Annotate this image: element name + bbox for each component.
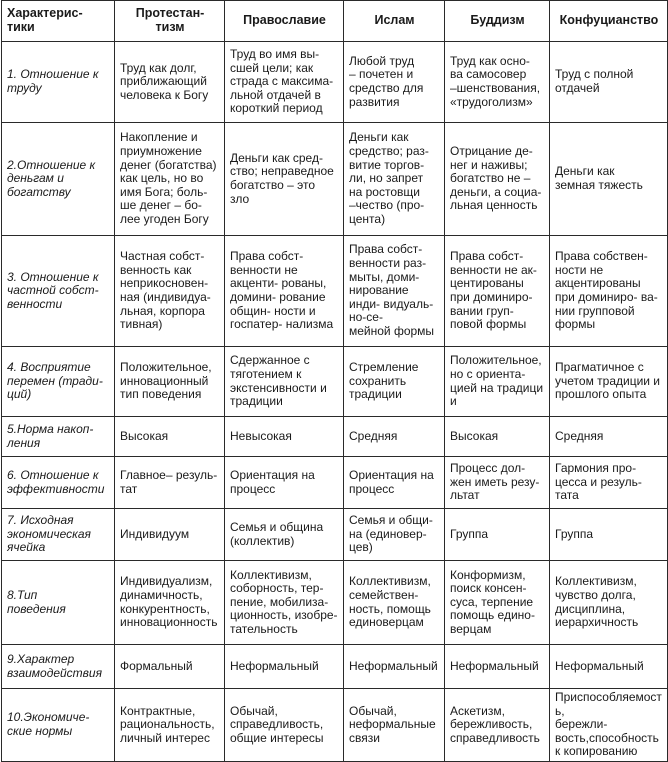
cell-islam: Ориентация на процесс — [344, 457, 445, 509]
cell-buddhism: Отрицание де- нег и наживы; богатство не – деньги, а социа- льная ценность — [445, 123, 550, 236]
cell-orthodoxy: Права собст- венности не акценти- рованы, домини- рование общин- ности и госпатер- нализма — [225, 236, 344, 347]
header-orthodoxy: Православие — [225, 1, 344, 42]
cell-protestantism: Положительное, инновационный тип поведения — [115, 347, 225, 417]
row-characteristic: 2.Отношение к деньгам и богатству — [2, 123, 115, 236]
cell-confucianism: Труд с полной отдачей — [550, 42, 668, 123]
cell-buddhism: Группа — [445, 509, 550, 561]
header-buddhism: Буддизм — [445, 1, 550, 42]
cell-protestantism: Главное– резуль- тат — [115, 457, 225, 509]
cell-islam: Неформальный — [344, 645, 445, 689]
row-characteristic: 9.Характер взаимодействия — [2, 645, 115, 689]
cell-orthodoxy: Семья и община (коллектив) — [225, 509, 344, 561]
cell-orthodoxy: Обычай, справедливость, общие интересы — [225, 689, 344, 762]
cell-orthodoxy: Труд во имя вы- сшей цели; как страда с максима- льной отдачей в короткий период — [225, 42, 344, 123]
row-characteristic: 3. Отношение к частной собст- венности — [2, 236, 115, 347]
cell-orthodoxy: Неформальный — [225, 645, 344, 689]
cell-islam: Права собст- венности раз- мыты, доми- нирование инди- видуаль- но-се- мейной формы — [344, 236, 445, 347]
cell-orthodoxy: Деньги как сред- ство; неправедное богатство – это зло — [225, 123, 344, 236]
header-protestantism: Протестан- тизм — [115, 1, 225, 42]
cell-islam: Средняя — [344, 417, 445, 457]
cell-confucianism: Группа — [550, 509, 668, 561]
cell-protestantism: Индивидуализм, динамичность, конкурентность, инновационность — [115, 561, 225, 645]
table-row — [2, 457, 668, 509]
table-row — [2, 645, 668, 689]
cell-buddhism: Высокая — [445, 417, 550, 457]
cell-buddhism: Процесс дол- жен иметь резу- льтат — [445, 457, 550, 509]
row-characteristic: 1. Отношение к труду — [2, 42, 115, 123]
header-row — [2, 1, 668, 42]
religion-economics-table — [1, 0, 668, 762]
row-characteristic: 4. Восприятие перемен (тради- ций) — [2, 347, 115, 417]
cell-protestantism: Частная собст- венность как неприкосновен- ная (индивидуа- льная, корпора тивная) — [115, 236, 225, 347]
cell-orthodoxy: Коллективизм, соборность, тер- пение, мобилиза- ционность, изобре- тательность — [225, 561, 344, 645]
row-characteristic: 8.Тип поведения — [2, 561, 115, 645]
cell-protestantism: Индивидуум — [115, 509, 225, 561]
cell-confucianism: Неформальный — [550, 645, 668, 689]
cell-protestantism: Накопление и приумножение денег (богатства) как цель, но во имя Бога; боль- ше денег – бо- лее угоден Богу — [115, 123, 225, 236]
cell-orthodoxy: Невысокая — [225, 417, 344, 457]
cell-buddhism: Конформизм, поиск консен- суса, терпение помощь едино- верцам — [445, 561, 550, 645]
header-confucianism: Конфуцианство — [550, 1, 668, 42]
table-row — [2, 123, 668, 236]
table-row — [2, 509, 668, 561]
table-row — [2, 236, 668, 347]
cell-confucianism: Приспособляемость, бережли- вость,способность к копированию — [550, 689, 668, 762]
cell-orthodoxy: Сдержанное с тяготением к экстенсивности и традиции — [225, 347, 344, 417]
cell-protestantism: Формальный — [115, 645, 225, 689]
table-row — [2, 417, 668, 457]
cell-islam: Любой труд – почетен и средство для развития — [344, 42, 445, 123]
table-row — [2, 561, 668, 645]
header-characteristics: Характерис- тики — [2, 1, 115, 42]
cell-confucianism: Права собствен- ности не акцентированы при доминиро- ва- нии групповой формы — [550, 236, 668, 347]
cell-confucianism: Прагматичное с учетом традиции и прошлого опыта — [550, 347, 668, 417]
row-characteristic: 5.Норма накоп- ления — [2, 417, 115, 457]
cell-islam: Семья и общи- на (единовер- цев) — [344, 509, 445, 561]
cell-confucianism: Деньги как земная тяжесть — [550, 123, 668, 236]
cell-protestantism: Высокая — [115, 417, 225, 457]
cell-islam: Стремление сохранить традиции — [344, 347, 445, 417]
row-characteristic: 6. Отношение к эффективности — [2, 457, 115, 509]
row-characteristic: 7. Исходная экономическая ячейка — [2, 509, 115, 561]
table-row — [2, 347, 668, 417]
cell-islam: Коллективизм, семействен- ность, помощь единоверцам — [344, 561, 445, 645]
cell-buddhism: Права собст- венности не ак- центированы при доминиро- вании груп- повой формы — [445, 236, 550, 347]
table-row — [2, 42, 668, 123]
cell-confucianism: Средняя — [550, 417, 668, 457]
cell-buddhism: Неформальный — [445, 645, 550, 689]
cell-buddhism: Положительное, но с ориента- цией на традици и — [445, 347, 550, 417]
cell-islam: Деньги как средство; раз- витие торгов- ли, но запрет на ростовщи –чество (про- цента) — [344, 123, 445, 236]
cell-confucianism: Коллективизм, чувство долга, дисциплина, иерархичность — [550, 561, 668, 645]
cell-confucianism: Гармония про- цесса и резуль- тата — [550, 457, 668, 509]
cell-protestantism: Контрактные, рациональность, личный интерес — [115, 689, 225, 762]
cell-islam: Обычай, неформальные связи — [344, 689, 445, 762]
header-islam: Ислам — [344, 1, 445, 42]
row-characteristic: 10.Экономиче- ские нормы — [2, 689, 115, 762]
cell-buddhism: Труд как осно- ва самосовер –шенствования, «трудоголизм» — [445, 42, 550, 123]
cell-protestantism: Труд как долг, приближающий человека к Богу — [115, 42, 225, 123]
cell-orthodoxy: Ориентация на процесс — [225, 457, 344, 509]
cell-buddhism: Аскетизм, бережливость, справедливость — [445, 689, 550, 762]
